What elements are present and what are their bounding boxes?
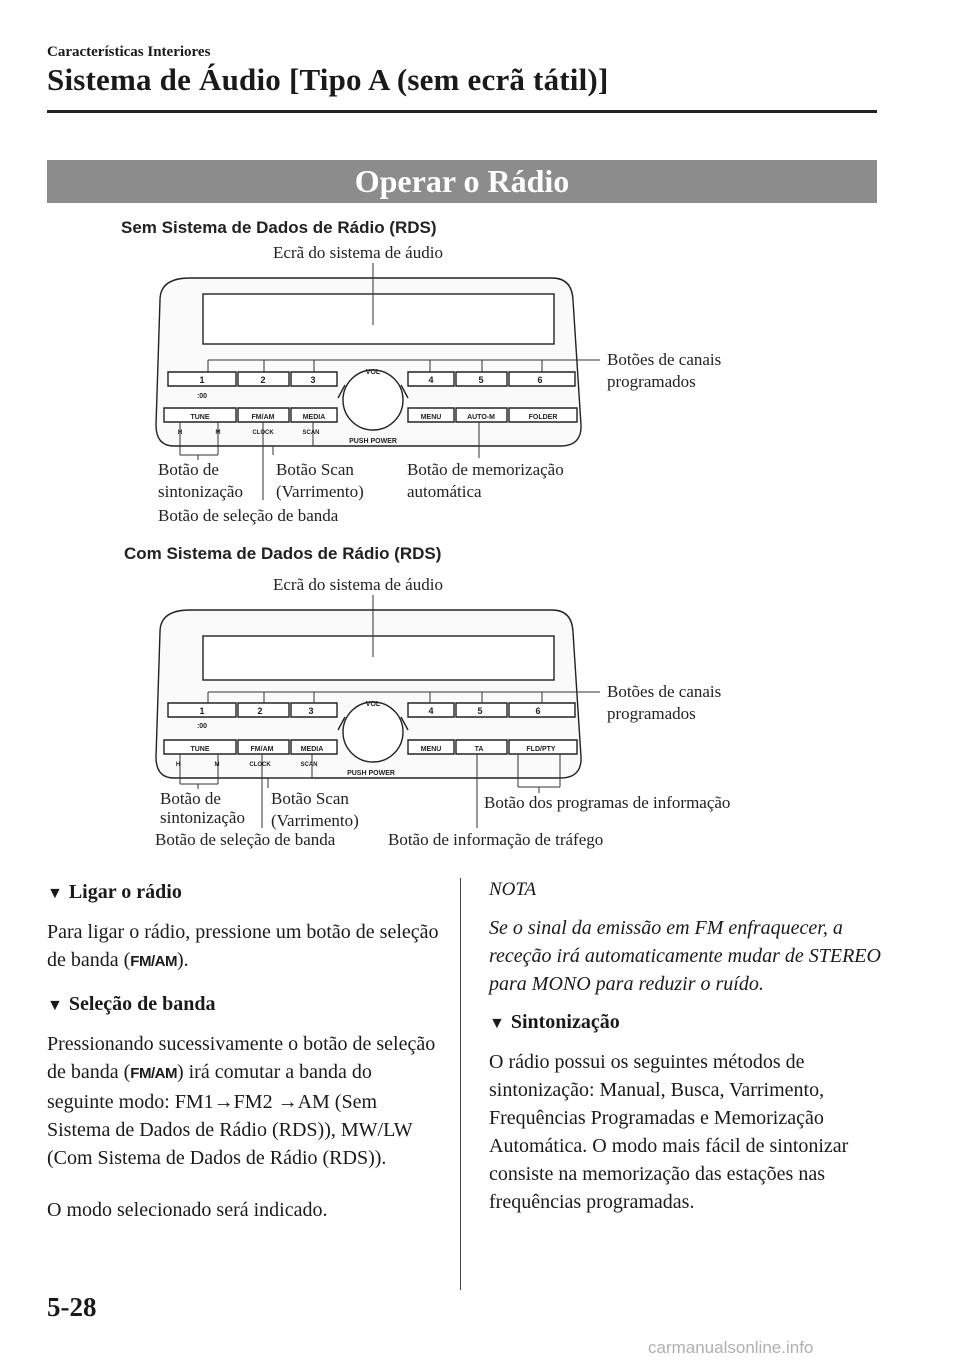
diagram1-tune-label-1: Botão de: [158, 460, 219, 479]
d1-preset-6: 6: [537, 375, 543, 385]
watermark[interactable]: carmanualsonline.info: [648, 1338, 814, 1357]
section-selecao: ▼ Seleção de banda: [47, 993, 216, 1015]
d2-preset-6: 6: [535, 706, 541, 716]
section-ligar: ▼ Ligar o rádio: [47, 881, 182, 903]
d2-preset-4: 4: [428, 706, 434, 716]
d2-right-end: FLD/PTY: [526, 746, 556, 753]
diagram1-preset-label-2: programados: [607, 372, 696, 391]
d2-preset-1: 1: [199, 706, 205, 716]
diagram2-pty-label: Botão dos programas de informação: [484, 793, 731, 812]
d1-clock: CLOCK: [252, 430, 274, 436]
diagram2-preset-label-1: Botões de canais: [607, 682, 722, 701]
sintonizacao-text: O rádio possui os seguintes métodos de sintonização: Manual, Busca, Varrimento, Frequências Programadas e Memorização Automática. O modo mais fácil de sintonizar consiste na memorização das estações nas frequências programadas.: [489, 1051, 849, 1213]
d2-preset-5: 5: [477, 706, 483, 716]
diagram2-screen-label: Ecrã do sistema de áudio: [273, 575, 443, 594]
diagram2-preset-label-2: programados: [607, 704, 696, 723]
d2-media: MEDIA: [300, 746, 324, 753]
d2-scan: SCAN: [300, 762, 318, 768]
diagram2-tune-label-2: sintonização: [160, 808, 245, 827]
triangle-icon: ▼: [489, 1015, 505, 1032]
d2-push-power: PUSH POWER: [347, 770, 395, 777]
ligar-text: Para ligar o rádio, pressione um botão de seleção de banda (FM/AM).: [47, 921, 439, 971]
d1-fmam: FM/AM: [251, 414, 275, 421]
d2-tune: TUNE: [190, 746, 210, 753]
page-title: Sistema de Áudio [Tipo A (sem ecrã tátil)]: [47, 62, 609, 97]
d2-h: H: [175, 762, 181, 768]
d1-vol: VOL: [365, 369, 381, 376]
nota-text: Se o sinal da emissão em FM enfraquecer, a receção irá automaticamente mudar de STEREO para MONO para reduzir o ruído.: [489, 917, 881, 995]
d2-preset-3: 3: [308, 706, 314, 716]
diagram1-scan-label-2: (Varrimento): [276, 482, 364, 501]
diagram1-automem-label-1: Botão de memorização: [407, 460, 564, 479]
section-title: Operar o Rádio: [47, 160, 877, 203]
d1-right-mid: AUTO-M: [467, 414, 495, 421]
d1-scan: SCAN: [302, 430, 320, 436]
diagram2-scan-label-1: Botão Scan: [271, 789, 349, 808]
d2-preset-2: 2: [257, 706, 263, 716]
nota-title: NOTA: [489, 879, 537, 900]
d1-m: M: [215, 430, 221, 436]
diagram2-ta-label: Botão de informação de tráfego: [388, 830, 604, 849]
d2-m: M: [214, 762, 220, 768]
diagram2-band-label: Botão de seleção de banda: [155, 830, 336, 849]
triangle-icon: ▼: [47, 885, 63, 902]
d1-clock-small: :00: [196, 393, 208, 400]
d2-menu: MENU: [420, 746, 442, 753]
diagram1-tune-label-2: sintonização: [158, 482, 243, 501]
diagram1-preset-label-1: Botões de canais: [607, 350, 722, 369]
d2-clock: CLOCK: [249, 762, 271, 768]
d1-push-power: PUSH POWER: [349, 438, 397, 445]
diagram1-subtitle: Sem Sistema de Dados de Rádio (RDS): [121, 218, 437, 237]
d1-media: MEDIA: [302, 414, 326, 421]
diagram1-screen-label: Ecrã do sistema de áudio: [273, 243, 443, 262]
d1-preset-1: 1: [199, 375, 205, 385]
triangle-icon: ▼: [47, 997, 63, 1014]
d1-preset-2: 2: [260, 375, 266, 385]
d1-tune: TUNE: [190, 414, 210, 421]
d2-vol: VOL: [365, 701, 381, 708]
d1-right-end: FOLDER: [528, 414, 558, 421]
d2-right-mid: TA: [474, 746, 484, 753]
d1-preset-3: 3: [310, 375, 316, 385]
left-column: [47, 878, 442, 1234]
right-column: [489, 876, 889, 1226]
d2-clock-small: :00: [196, 723, 208, 730]
d2-fmam: FM/AM: [250, 746, 274, 753]
diagram2-tune-label-1: Botão de: [160, 789, 221, 808]
d1-preset-5: 5: [478, 375, 484, 385]
d1-h: H: [177, 430, 183, 436]
diagram2-scan-label-2: (Varrimento): [271, 811, 359, 830]
selecao-text-2: O modo selecionado será indicado.: [47, 1199, 328, 1221]
chapter-label: Características Interiores: [47, 44, 211, 60]
diagram1-automem-label-2: automática: [407, 482, 482, 501]
diagram1-scan-label-1: Botão Scan: [276, 460, 354, 479]
diagram2-subtitle: Com Sistema de Dados de Rádio (RDS): [124, 544, 442, 563]
d1-menu: MENU: [420, 414, 442, 421]
section-sintonizacao: ▼ Sintonização: [489, 1011, 620, 1033]
d1-preset-4: 4: [428, 375, 434, 385]
page-number: 5-28: [47, 1292, 97, 1322]
diagram1-band-label: Botão de seleção de banda: [158, 506, 339, 525]
selecao-text: Pressionando sucessivamente o botão de seleção de banda (FM/AM) irá comutar a banda do seguinte modo: FM1→FM2 →AM (Sem Sistema de Dados de Rádio (RDS)), MW/LW (Com Sistema de Dados de Rádio (RDS)).: [47, 1033, 436, 1169]
column-divider: [460, 878, 461, 1290]
